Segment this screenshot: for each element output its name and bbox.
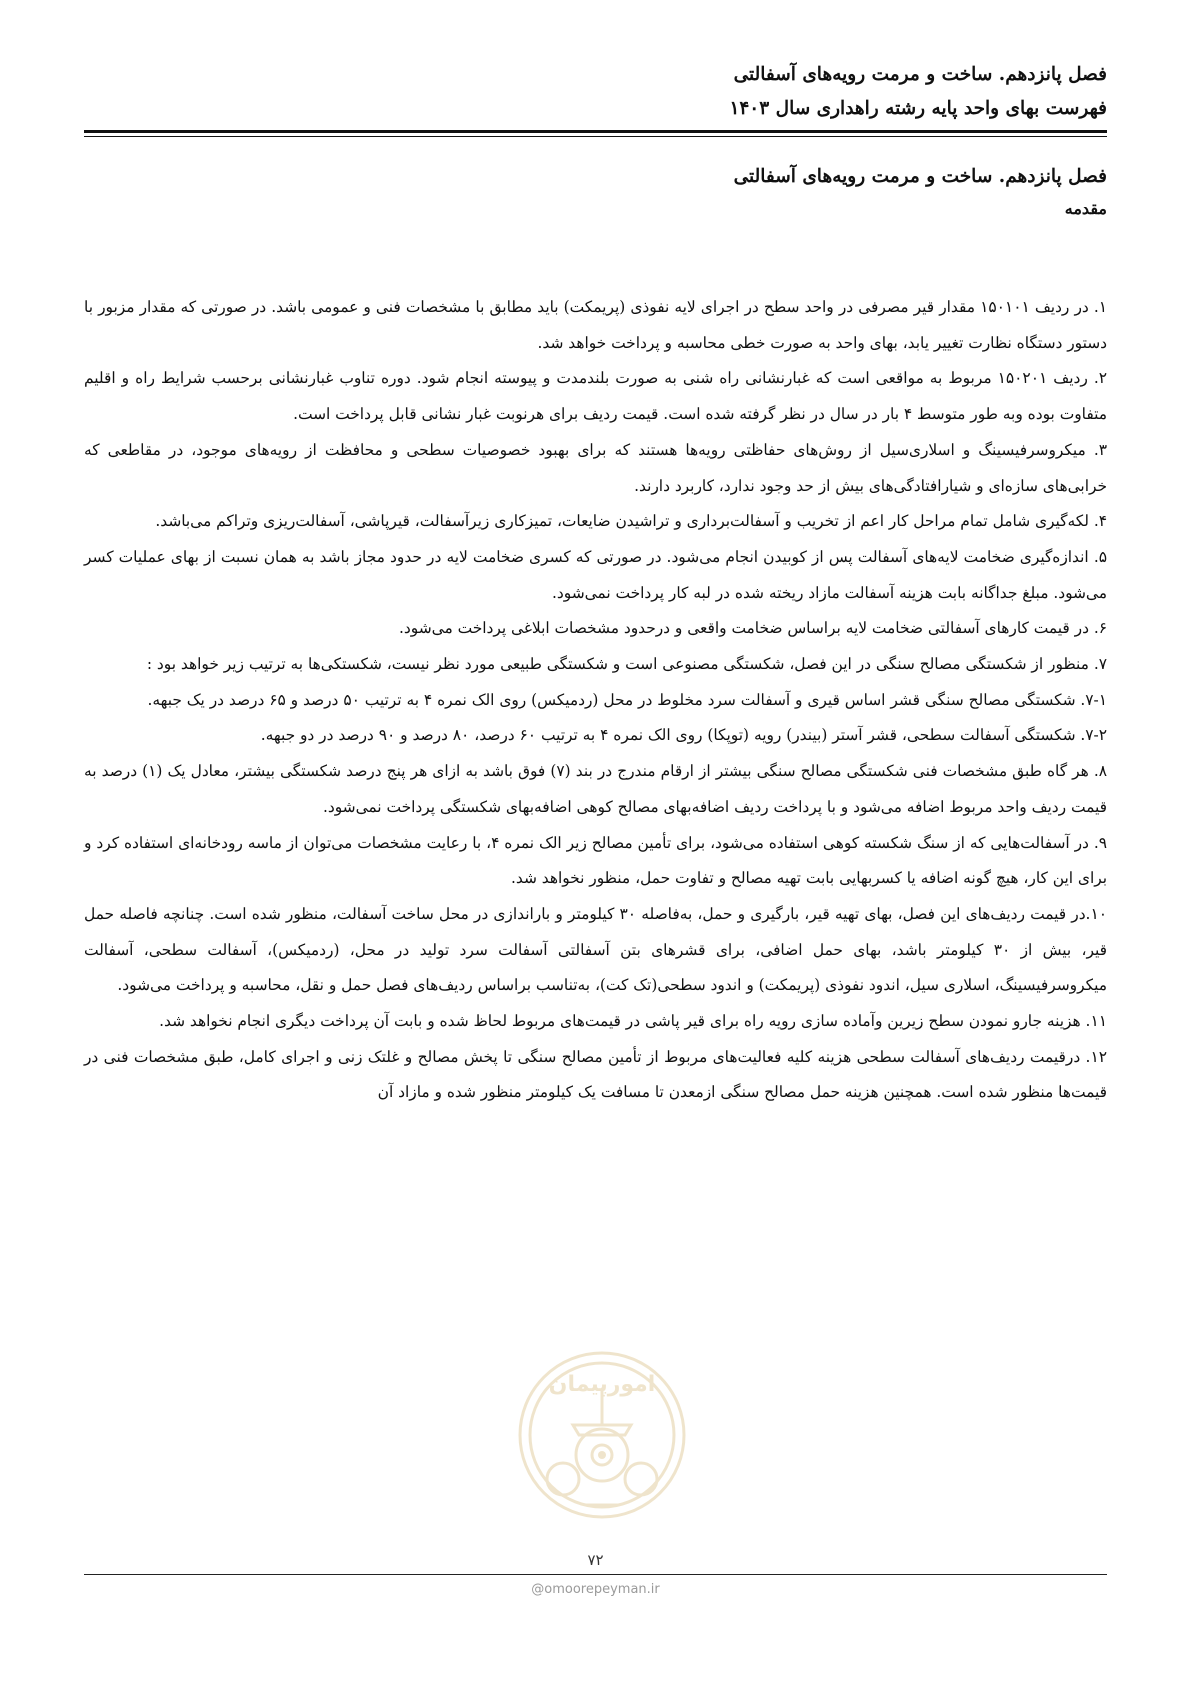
site-watermark-text: @omoorepeyman.ir <box>531 1582 660 1597</box>
paragraph: ۹. در آسفالت‌هایی که از سنگ شکسته کوهی استفاده می‌شود، برای تأمین مصالح زیر الک نمره ۴، با رعایت مشخصات می‌توان از ماسه رودخانه‌ای استفاده کرد و برای این کار، هیچ گونه اضافه یا کسربهایی بابت تهیه مصالح و تفاوت حمل، منظور نخواهد شد. <box>84 833 1108 888</box>
header-price-list-title: فهرست بهای واحد پایه رشته راهداری سال ۱۴۰۳ <box>729 98 1107 119</box>
header-divider-thin <box>84 136 1107 137</box>
section-subtitle: مقدمه <box>1064 199 1107 218</box>
paragraph: ۶. در قیمت کارهای آسفالتی ضخامت لایه براساس ضخامت واقعی و درحدود مشخصات ابلاغی پرداخت می‌شود. <box>399 619 1107 638</box>
paragraph: ۱۰.در قیمت ردیف‌های این فصل، بهای تهیه قیر، بارگیری و حمل، به‌فاصله ۳۰ کیلومتر و باراندازی در محل ساخت آسفالت، منظور شده است. چنانچه فاصله حمل قیر، بیش از ۳۰ کیلومتر باشد، بهای حمل اضافی، برای قشرهای بتن آسفالتی آسفالت سرد تولید در محل، (ردمیکس)، آسفالت سطحی، آسفالت میکروسرفیسینگ، اسلاری سیل، اندود نفوذی (پریمکت) و اندود سطحی(تک کت)، به‌تناسب براساس ردیف‌های فصل حمل و نقل، محاسبه و پرداخت می‌شود. <box>84 904 1107 995</box>
paragraph: ۷-۲. شکستگی آسفالت سطحی، قشر آستر (بیندر) رویه (توپکا) روی الک نمره ۴ به ترتیب ۶۰ درصد، ۸۰ درصد و ۹۰ درصد در دو جبهه. <box>260 726 1107 745</box>
body-text <box>84 290 1107 1111</box>
paragraph: ۴. لکه‌گیری شامل تمام مراحل کار اعم از تخریب و آسفالت‌برداری و تراشیدن ضایعات، تمیزکاری زیرآسفالت، قیرپاشی، آسفالت‌ریزی وتراکم می‌باشد. <box>155 512 1107 531</box>
paragraph: ۳. میکروسرفیسینگ و اسلاری‌سیل از روش‌های حفاظتی رویه‌ها هستند که برای بهبود خصوصیات سطحی و محافظت از رویه‌های موجود، در مقاطعی که خرابی‌های سازه‌ای و شیارافتادگی‌های بیش از حد وجود ندارد، کاربرد دارند. <box>84 440 1107 495</box>
paragraph: ۷-۱. شکستگی مصالح سنگی قشر اساس قیری و آسفالت سرد مخلوط در محل (ردمیکس) روی الک نمره ۴ به ترتیب ۵۰ درصد و ۶۵ درصد در یک جبهه. <box>147 690 1107 709</box>
watermark-seal-icon <box>513 1329 691 1541</box>
page-number <box>0 1551 1191 1569</box>
paragraph: ۱۱. هزینه جارو نمودن سطح زیرین وآماده سازی رویه راه برای قیر پاشی در قیمت‌های مربوط لحاظ شده و بابت آن پرداخت دیگری انجام نخواهد شد. <box>159 1012 1107 1031</box>
header-divider-thick <box>84 130 1107 133</box>
watermark-text: امورپیمان <box>548 1372 656 1397</box>
paragraph: ۷. منظور از شکستگی مصالح سنگی در این فصل، شکستگی مصنوعی است و شکستگی طبیعی مورد نظر نیست، شکستکی‌ها به ترتیب زیر خواهد بود : <box>146 655 1107 674</box>
header-chapter-title: فصل پانزدهم. ساخت و مرمت رویه‌های آسفالتی <box>733 64 1107 85</box>
section-title: فصل پانزدهم. ساخت و مرمت رویه‌های آسفالتی <box>733 166 1107 187</box>
paragraph: ۱۲. درقیمت ردیف‌های آسفالت سطحی هزینه کلیه فعالیت‌های مربوط از تأمین مصالح سنگی تا پخش مصالح و غلتک زنی و اجرای کامل، طبق مشخصات فنی در قیمت‌ها منظور شده است. همچنین هزینه حمل مصالح سنگی ازمعدن تا مسافت یک کیلومتر منظور شده و مازاد آن <box>84 1047 1107 1102</box>
paragraph: ۵. اندازه‌گیری ضخامت لایه‌های آسفالت پس از کوبیدن انجام می‌شود. در صورتی که کسری ضخامت لایه در حدود مجاز باشد به همان نسبت از بهای عملیات کسر می‌شود. مبلغ جداگانه بابت هزینه آسفالت مازاد ریخته شده در لبه کار پرداخت نمی‌شود. <box>84 547 1107 602</box>
page-number-text: ۷۲ <box>581 1551 609 1569</box>
section-heading <box>120 160 1107 224</box>
paragraph: ۸. هر گاه طبق مشخصات فنی شکستگی مصالح سنگی بیشتر از ارقام مندرج در بند (۷) فوق باشد به ازای هر پنج درصد شکستگی بیشتر، معادل یک (۱) درصد به قیمت ردیف واحد مربوط اضافه می‌شود و با پرداخت ردیف اضافه‌بهای مصالح کوهی اضافه‌بهای شکستگی پرداخت نمی‌شود. <box>84 762 1107 816</box>
paragraph: ۱. در ردیف ۱۵۰۱۰۱ مقدار قیر مصرفی در واحد سطح در اجرای لایه نفوذی (پریمکت) باید مطابق با مشخصات فنی و عمومی باشد. در صورتی که مقدار مزبور با دستور دستگاه نظارت تغییر یابد، بهای واحد به صورت خطی محاسبه و پرداخت خواهد شد. <box>84 298 1108 352</box>
footer-divider <box>84 1574 1107 1575</box>
paragraph: ۲. ردیف ۱۵۰۲۰۱ مربوط به مواقعی است که غبارنشانی راه شنی به صورت بلندمدت و پیوسته انجام شود. دوره تناوب غبارنشانی برحسب شرایط راه و اقلیم متفاوت بوده وبه طور متوسط ۴ بار در سال در نظر گرفته شده است. قیمت ردیف برای هرنوبت غبار نشانی قابل پرداخت است. <box>84 369 1107 424</box>
running-header <box>120 58 1107 126</box>
